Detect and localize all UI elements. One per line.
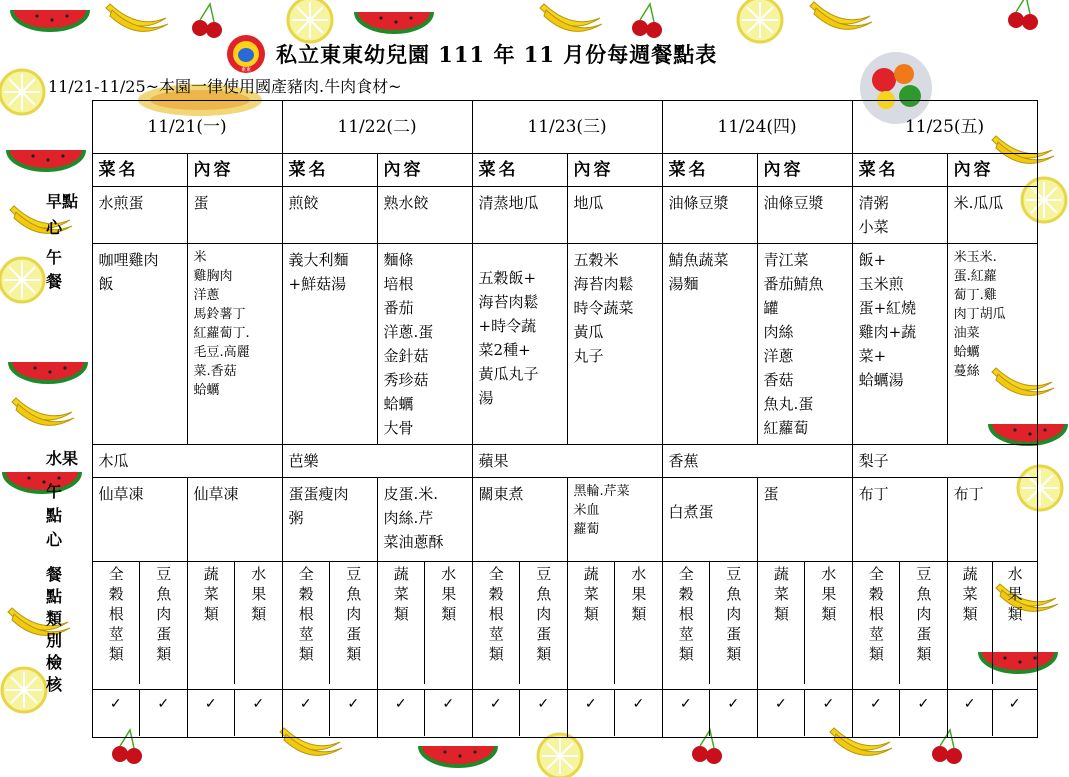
fruit-cell: 蘋果 (472, 445, 662, 478)
afternoon-content: 黑輪.芹菜 米血 蘿蔔 (567, 478, 662, 562)
checkmark-icon: ✓ (774, 696, 787, 712)
category-label: 蔬菜類 (391, 566, 410, 626)
lunch-name: 飯+ 玉米煎 蛋+紅燒 雞肉+蔬 菜+ 蛤蠣湯 (852, 244, 947, 445)
afternoon-row (44, 478, 1037, 562)
content-header: 內容 (377, 154, 472, 187)
fruit-cell: 木瓜 (92, 445, 282, 478)
checkmark-icon: ✓ (992, 690, 1037, 736)
day-header: 11/22(二) (282, 101, 472, 154)
checkmark-icon: ✓ (424, 690, 472, 736)
checkmark-icon: ✓ (394, 696, 407, 712)
category-block (757, 562, 852, 690)
breakfast-content: 米.瓜瓜 (947, 187, 1037, 244)
menu-table-body (44, 101, 1037, 738)
category-label: 水果類 (614, 562, 662, 684)
category-label: 豆魚肉蛋類 (519, 562, 567, 684)
row-label-breakfast: 早點 心 (46, 191, 79, 237)
menu-table (44, 100, 1038, 738)
checkmark-icon: ✓ (139, 690, 187, 736)
category-label: 豆魚肉蛋類 (329, 562, 377, 684)
category-label: 全穀根莖類 (676, 566, 695, 666)
row-label-fruit: 水果 (46, 448, 79, 468)
checkmark-icon: ✓ (109, 696, 122, 712)
afternoon-name: 蛋蛋瘦肉 粥 (282, 478, 377, 562)
category-block (282, 562, 377, 690)
breakfast-content: 熟水餃 (377, 187, 472, 244)
row-label-afternoon: 午 點 心 (46, 481, 63, 549)
name-header: 菜名 (662, 154, 757, 187)
breakfast-content: 油條豆漿 (757, 187, 852, 244)
row-label-check: 餐 點 類 別 檢 核 (46, 564, 63, 694)
afternoon-content: 蛋 (757, 478, 852, 562)
lunch-content: 五穀米 海苔肉鬆 時令蔬菜 黃瓜 丸子 (567, 244, 662, 445)
checkmark-icon: ✓ (963, 696, 976, 712)
lunch-content: 米 雞胸肉 洋蔥 馬鈴薯丁 紅蘿蔔丁. 毛豆.高麗 菜.香菇 蛤蠣 (187, 244, 282, 445)
breakfast-content: 蛋 (187, 187, 282, 244)
category-label: 全穀根莖類 (866, 566, 885, 666)
checkmark-icon: ✓ (299, 696, 312, 712)
category-block (92, 562, 187, 690)
category-label: 蔬菜類 (581, 566, 600, 626)
content-header: 內容 (947, 154, 1037, 187)
category-label: 蔬菜類 (771, 566, 790, 626)
day-header: 11/25(五) (852, 101, 1037, 154)
day-header: 11/24(四) (662, 101, 852, 154)
afternoon-content: 布丁 (947, 478, 1037, 562)
checkmark-block (282, 690, 377, 738)
lunch-name: 鯖魚蔬菜 湯麵 (662, 244, 757, 445)
content-header: 內容 (187, 154, 282, 187)
name-header: 菜名 (852, 154, 947, 187)
afternoon-name: 布丁 (852, 478, 947, 562)
checkmark-block (947, 690, 1037, 738)
afternoon-name: 關東煮 (472, 478, 567, 562)
school-logo-icon (226, 34, 266, 74)
lunch-content: 麵條 培根 番茄 洋蔥.蛋 金針菇 秀珍菇 蛤蠣 大骨 (377, 244, 472, 445)
checkmark-block (757, 690, 852, 738)
category-label: 豆魚肉蛋類 (139, 562, 187, 684)
page-title: 私立東東幼兒園 111 年 11 月份每週餐點表 (276, 42, 718, 67)
afternoon-content: 仙草凍 (187, 478, 282, 562)
checkmark-icon: ✓ (584, 696, 597, 712)
category-block (472, 562, 567, 690)
checkmark-icon: ✓ (709, 690, 757, 736)
checkmark-block (662, 690, 757, 738)
header (226, 34, 717, 74)
category-block (567, 562, 662, 690)
checkmark-block (567, 690, 662, 738)
checkmark-block (472, 690, 567, 738)
checkmark-row (44, 690, 1037, 738)
fruit-cell: 香蕉 (662, 445, 852, 478)
category-label: 豆魚肉蛋類 (899, 562, 947, 684)
category-label: 水果類 (424, 562, 472, 684)
lunch-content: 青江菜 番茄鯖魚 罐 肉絲 洋蔥 香菇 魚丸.蛋 紅蘿蔔 (757, 244, 852, 445)
lunch-row (44, 244, 1037, 445)
category-label: 豆魚肉蛋類 (709, 562, 757, 684)
lunch-name: 五穀飯+ 海苔肉鬆 +時令蔬 菜2種+ 黃瓜丸子 湯 (472, 244, 567, 445)
afternoon-name: 仙草凍 (92, 478, 187, 562)
lunch-name: 義大利麵 +鮮菇湯 (282, 244, 377, 445)
category-block (662, 562, 757, 690)
checkmark-icon: ✓ (234, 690, 282, 736)
breakfast-row (44, 187, 1037, 244)
content-header: 內容 (567, 154, 662, 187)
checkmark-block (92, 690, 187, 738)
category-label: 水果類 (234, 562, 282, 684)
row-label-lunch: 午 餐 (46, 247, 63, 291)
category-row (44, 562, 1037, 690)
checkmark-icon: ✓ (329, 690, 377, 736)
breakfast-content: 地瓜 (567, 187, 662, 244)
fruit-cell: 梨子 (852, 445, 1037, 478)
category-label: 全穀根莖類 (106, 566, 125, 666)
corner-cell (44, 101, 92, 154)
checkmark-icon: ✓ (204, 696, 217, 712)
category-block (377, 562, 472, 690)
day-header: 11/21(一) (92, 101, 282, 154)
category-label: 蔬菜類 (201, 566, 220, 626)
breakfast-name: 煎餃 (282, 187, 377, 244)
page-subtitle: 11/21-11/25~本園一律使用國產豬肉.牛肉食材~ (48, 77, 402, 96)
day-header: 11/23(三) (472, 101, 662, 154)
category-label: 全穀根莖類 (486, 566, 505, 666)
corner-cell (44, 154, 92, 187)
checkmark-icon: ✓ (614, 690, 662, 736)
name-header: 菜名 (282, 154, 377, 187)
category-label: 全穀根莖類 (296, 566, 315, 666)
category-block (187, 562, 282, 690)
checkmark-block (187, 690, 282, 738)
breakfast-name: 水煎蛋 (92, 187, 187, 244)
breakfast-name: 油條豆漿 (662, 187, 757, 244)
breakfast-name: 清蒸地瓜 (472, 187, 567, 244)
category-block (852, 562, 947, 690)
checkmark-icon: ✓ (869, 696, 882, 712)
lunch-content: 米玉米. 蛋.紅蘿 蔔丁.雞 肉丁胡瓜 油菜 蛤蠣 蔓絲 (947, 244, 1037, 445)
category-label: 蔬菜類 (960, 566, 979, 626)
checkmark-icon: ✓ (804, 690, 852, 736)
checkmark-icon: ✓ (519, 690, 567, 736)
logo-text: 東東 (240, 67, 252, 73)
category-label: 水果類 (992, 562, 1037, 684)
content-header: 內容 (757, 154, 852, 187)
fruit-cell: 芭樂 (282, 445, 472, 478)
breakfast-name: 清粥 小菜 (852, 187, 947, 244)
checkmark-icon: ✓ (899, 690, 947, 736)
category-label: 水果類 (804, 562, 852, 684)
checkmark-icon: ✓ (679, 696, 692, 712)
day-header-row (44, 101, 1037, 154)
afternoon-content: 皮蛋.米. 肉絲.芹 菜油蔥酥 (377, 478, 472, 562)
lunch-name: 咖哩雞肉 飯 (92, 244, 187, 445)
name-header: 菜名 (472, 154, 567, 187)
sub-header-row (44, 154, 1037, 187)
checkmark-block (852, 690, 947, 738)
checkmark-icon: ✓ (489, 696, 502, 712)
name-header: 菜名 (92, 154, 187, 187)
checkmark-block (377, 690, 472, 738)
category-block (947, 562, 1037, 690)
afternoon-name: 白煮蛋 (662, 478, 757, 562)
fruit-row (44, 445, 1037, 478)
